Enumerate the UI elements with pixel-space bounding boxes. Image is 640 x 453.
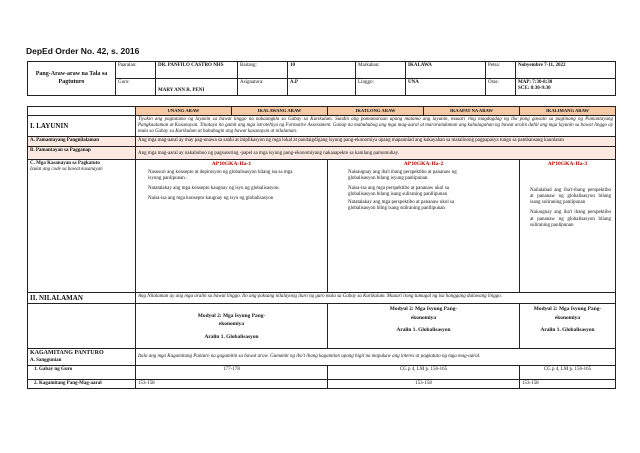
kagamitan-text: Itala ang mga Kagamitang Panturo na gagamitin sa bawat araw. Gumamit ng iba't ibang kagamitan upang higit na mapukaw ang interes at pagkatuto ng mga mag-aaral. bbox=[136, 349, 616, 366]
kasanayan-cell bbox=[28, 159, 136, 292]
nilalaman-row bbox=[28, 292, 616, 304]
kasanayan-day-3 bbox=[328, 159, 520, 292]
layunin-row bbox=[28, 115, 616, 137]
gabay-label: 1. Gabay ng Guro bbox=[28, 366, 136, 380]
paaralan-label: Paaralan: bbox=[116, 62, 156, 79]
day-2-header: IKALAWANG ARAW bbox=[232, 107, 328, 116]
days-header-row bbox=[28, 107, 616, 116]
markahan-value: IKALAWA bbox=[406, 62, 486, 79]
guro-value: MARY ANN R. PENI bbox=[156, 79, 238, 96]
kagamitan-day-1: 153-158 bbox=[136, 380, 328, 389]
baitang-value: 10 bbox=[288, 62, 356, 79]
gabay-day-3: CG p 4, LM p. 156-165 bbox=[328, 366, 520, 380]
gabay-day-1: 177-178 bbox=[136, 366, 328, 380]
modyul-day-3 bbox=[328, 304, 520, 349]
kagamitan-day-5: 153-158 bbox=[520, 380, 616, 389]
oras-sce: SCE: 8:30-9:30 bbox=[518, 86, 551, 92]
modyul-1-title: Modyul 2: Mga Isyung Pang-ekonomiya bbox=[197, 313, 266, 328]
day-4-header: IKAAPAT NA ARAW bbox=[424, 107, 520, 116]
oras-label: Oras: bbox=[486, 79, 516, 96]
linggo-label: Linggo: bbox=[356, 79, 406, 96]
competency-code-3: AP10GKA-IIa-3 bbox=[547, 160, 588, 167]
nilalaman-text: Ang Nilalaman ay ang mga aralin sa bawat linggo. Ito ang paksang nilalayong ituro ng guro mula sa Gabay sa Kurikulum. Maaari itong tumagal ng isa hanggang dalawang linggo. bbox=[136, 292, 616, 304]
competency-code-2: AP10GKA-IIa-2 bbox=[403, 160, 444, 167]
competency-1-text-2: Natatalakay ang mga konsepto kaugnay ng isyu ng globalisasyon. bbox=[148, 186, 280, 192]
pangnilalaman-label: A. Pamantayang Pangnilalaman bbox=[28, 137, 136, 146]
kagamitan-title: KAGAMITANG PANTURO bbox=[30, 350, 104, 357]
kagamitan-row bbox=[28, 349, 616, 366]
kasanayan-label: C. Mga Kasanayan sa Pagkatuto bbox=[30, 160, 100, 166]
aralin-2-title: Aralin 1. Globalisasyon bbox=[396, 326, 451, 333]
guro-label: Guro: bbox=[116, 79, 156, 96]
kasanayan-day-1 bbox=[136, 159, 328, 292]
pagganap-label: B. Pamantayan sa Pagganap bbox=[28, 146, 136, 159]
nilalaman-title: II. NILALAMAN bbox=[28, 292, 136, 304]
lesson-plan-table bbox=[27, 106, 616, 389]
header-table bbox=[27, 61, 616, 96]
oras-value bbox=[516, 79, 616, 96]
modyul-day-1 bbox=[136, 304, 328, 349]
deped-order-title: DepEd Order No. 42, s. 2016 bbox=[26, 46, 140, 56]
kasanayan-day-5 bbox=[520, 159, 616, 292]
modyul-3-title: Modyul 2: Mga Isyung Pang-ekonomiya bbox=[533, 306, 602, 321]
aralin-3-title: Aralin 1. Globalisasyon bbox=[540, 326, 595, 333]
oras-map: MAP: 7:30-8:30 bbox=[518, 80, 553, 85]
linggo-value: UNA bbox=[406, 79, 486, 96]
pagganap-row bbox=[28, 146, 616, 159]
sanggunian-label: A. Sanggunian bbox=[30, 357, 62, 363]
baitang-label: Baitang: bbox=[238, 62, 288, 79]
modyul-2-title: Modyul 2: Mga Isyung Pang-ekonomiya bbox=[389, 306, 458, 321]
competency-3-text-2: Naiuugnay ang iba't ibang perspektibo at pananaw ng globalisasyon bilang suliraning panlipunan bbox=[530, 210, 611, 228]
kasanayan-sub: Isulat ang code sa bawat kasanayan bbox=[30, 166, 103, 172]
kagamitan-cell bbox=[28, 349, 136, 366]
kagamitan-mag-aaral-row bbox=[28, 380, 616, 389]
aralin-1-title: Aralin 1. Globalisasyon bbox=[204, 333, 259, 340]
kasanayan-row bbox=[28, 159, 616, 292]
competency-3-text-1: Nailalahad ang iba't-ibang perspektibo at pananaw ng globalisasyon bilang isang suliraning panlipunan bbox=[530, 187, 611, 206]
markahan-label: Markahan: bbox=[356, 62, 406, 79]
asignatura-label: Asignatura: bbox=[238, 79, 288, 96]
day-3-header: IKATLONG ARAW bbox=[328, 107, 424, 116]
competency-2-text-2: Naisa-isa ang mga perspektibo at pananaw ukol sa globalisasyon bilang isang suliraning panllipunan bbox=[348, 186, 449, 198]
petsa-value: Nobyembre 7-11, 2022 bbox=[516, 62, 616, 79]
kagamitan-day-3: 153-158 bbox=[328, 380, 520, 389]
layunin-title: I. LAYUNIN bbox=[28, 115, 136, 137]
petsa-label: Petsa: bbox=[486, 62, 516, 79]
pangnilalaman-row bbox=[28, 137, 616, 146]
pagganap-text: Ang mga mag-aaral ay nakabubuo ng pagsusuring -papel sa mga isyung pang-ekonomiyang nakaaapekto sa kanilang pamumuhay. bbox=[136, 146, 616, 159]
modyul-row bbox=[28, 304, 616, 349]
day-1-header: UNANG ARAW bbox=[136, 107, 232, 116]
form-title: Pang-Araw-araw na Tala sa Pagtuturo bbox=[28, 62, 116, 96]
kagamitan-mag-aaral-label: 2. Kagamitang Pang-Mag-aaral bbox=[28, 380, 136, 389]
modyul-day-5 bbox=[520, 304, 616, 349]
gabay-row bbox=[28, 366, 616, 380]
asignatura-value: A.P bbox=[288, 79, 356, 96]
gabay-day-5: CG p 4, LM p. 156-165 bbox=[520, 366, 616, 380]
competency-code-1: AP10GKA-IIa-1 bbox=[211, 160, 252, 167]
competency-2-text-1: Naisaugnay ang iba't ibang perspektibo at pananaw ng globalisasyon bilang isyung panlipunan. bbox=[348, 169, 457, 181]
competency-2-text-3: Natatalakay ang mga perspektibo at pananaw ukol sa globalisasyon bling isang suliraning panllipunan bbox=[348, 199, 455, 211]
day-5-header: IKALIMANG ARAW bbox=[520, 107, 616, 116]
competency-1-text-3: Naisa-isa ang mga konsepto kaugnay ng isyu ng globalisasyon bbox=[148, 196, 274, 202]
pangnilalaman-text: Ang mga mag-aaral ay may pag-unawa sa sanhi at implikasyon ng mga lokal at pandaigdigang isyung pang-ekonomiya upang mapaunlad ang kakayahan sa matalinong pagpapasya tungo sa pambansang kaunlaran bbox=[136, 137, 616, 146]
competency-1-text-1: Nasusuri ang konsepto at depinisyon ng globalisasyon bilang isa sa mga isyung panlipunan . bbox=[148, 169, 293, 181]
paaralan-value: DR. PANFILO CASTRO NHS bbox=[156, 62, 238, 79]
layunin-text: Tiyakin ang pagtatamo ng layunin sa bawat linggo na nakaangkla sa Gabay sa Kurikulum. Sundin ang pamamaraan upang matamo ang layunin, maaari ring magdagdag ng iba pang gawain sa paglinang ng Pamantayang Pangkaalaman at Kasanayan. Tinataya ito gamit ang mga istratehiya ng Formative Assessment. Ganap na mahuhubog ang mga mag-aaral at mararamdaman ang kahalagahan ng bawat aralin dahil ang mga layunin sa bawat linggo ay mula sa Gabay sa Kurikulum at huhubugin ang bawat kasanayan at nilalaman. bbox=[136, 115, 616, 137]
